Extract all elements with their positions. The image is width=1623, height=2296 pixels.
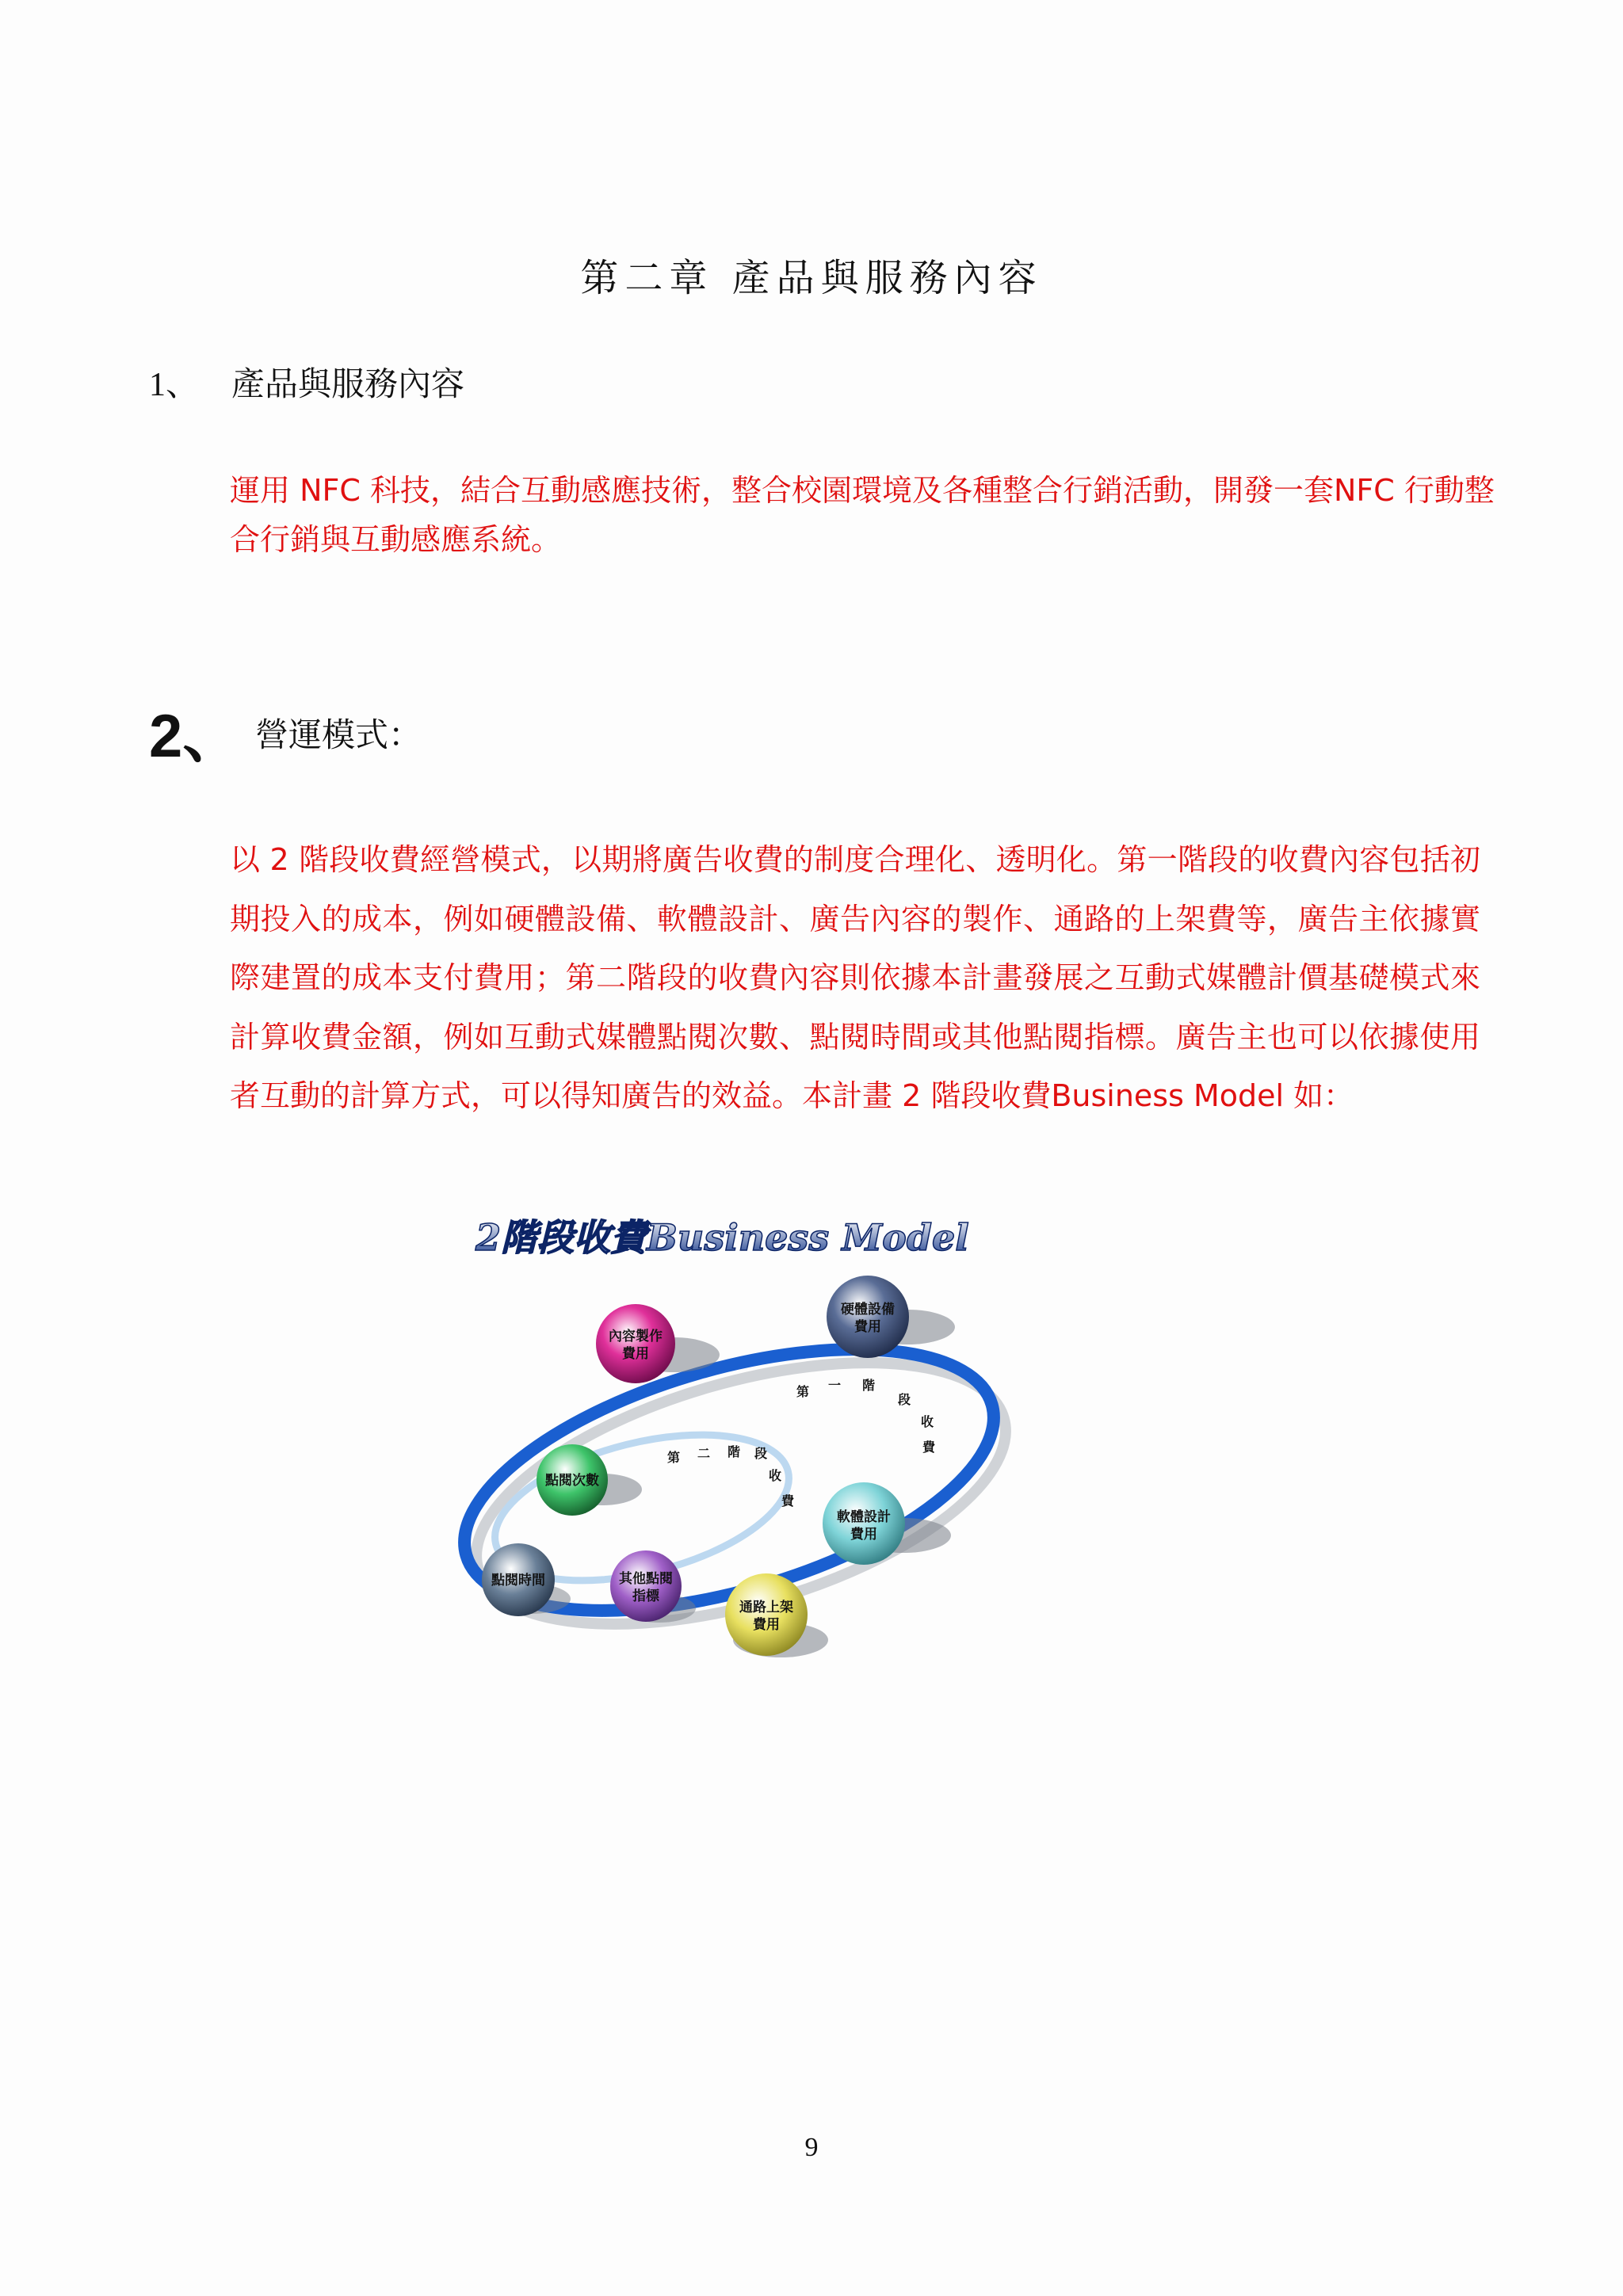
ball-label: 硬體設備 [841,1302,895,1318]
stage-2-char: 二 [697,1446,711,1461]
stage-2-char: 段 [754,1446,768,1461]
section-1-number: 1、 [149,367,200,403]
section-1-title: 產品與服務內容 [231,364,465,403]
section-1-body: 運用 NFC 科技，結合互動感應技術，整合校園環境及各種整合行銷活動，開發一套NFC 行動整合行銷與互動感應系統。 [230,473,1495,557]
stage-1-char: 第 [796,1384,810,1399]
ball-label: 其他點閱 [619,1571,673,1587]
stage-1-char: 階 [862,1378,876,1393]
section-2-number: 2、 [149,703,243,770]
stage-2-char: 收 [769,1468,782,1483]
ball-label: 通路上架 [739,1600,793,1615]
ball-label: 費用 [753,1617,780,1633]
stage-1-char: 段 [898,1392,911,1407]
ball-label: 軟體設計 [837,1509,891,1525]
stage-1-label [796,1378,936,1455]
ball-label: 指標 [632,1589,659,1604]
ball-label: 點閱次數 [545,1473,599,1489]
section-2-body: 以 2 階段收費經營模式，以期將廣告收費的制度合理化、透明化。第一階段的收費內容包括初期投入的成本，例如硬體設備、軟體設計、廣告內容的製作、通路的上架費等，廣告主依據實際建置的成本支付費用；第二階段的收費內容則依據本計畫發展之互動式媒體計價基礎模式來計算收費金額，例如互動式媒體點閱次數、點閱時間或其他點閱指標。廣告主也可以依據使用者互動的計算方式，可以得知廣告的效益。本計畫 2 階段收費Business Model 如： [230,842,1480,1113]
stage-1-char: 費 [922,1440,936,1455]
ball-label: 費用 [850,1527,877,1543]
ball-label: 費用 [622,1346,649,1362]
ball-label: 費用 [854,1319,881,1335]
stage-2-char: 費 [781,1493,795,1508]
stage-1-char: 收 [921,1414,934,1429]
ball-label: 點閱時間 [491,1573,545,1589]
page-number: 9 [804,2133,819,2162]
ball-software [823,1482,951,1565]
stage-2-char: 第 [667,1450,681,1465]
stage-1-char: 一 [828,1378,842,1393]
chapter-title: 第二章 產品與服務內容 [580,256,1043,300]
ball-hardware [827,1276,955,1358]
section-2-title: 營運模式： [255,715,422,754]
business-model-diagram [428,1196,1062,1688]
diagram-title: 2階段收費Business Model [475,1216,969,1259]
ball-clicks [537,1444,642,1516]
stage-2-char: 階 [727,1444,741,1459]
ball-label: 內容製作 [609,1329,663,1344]
